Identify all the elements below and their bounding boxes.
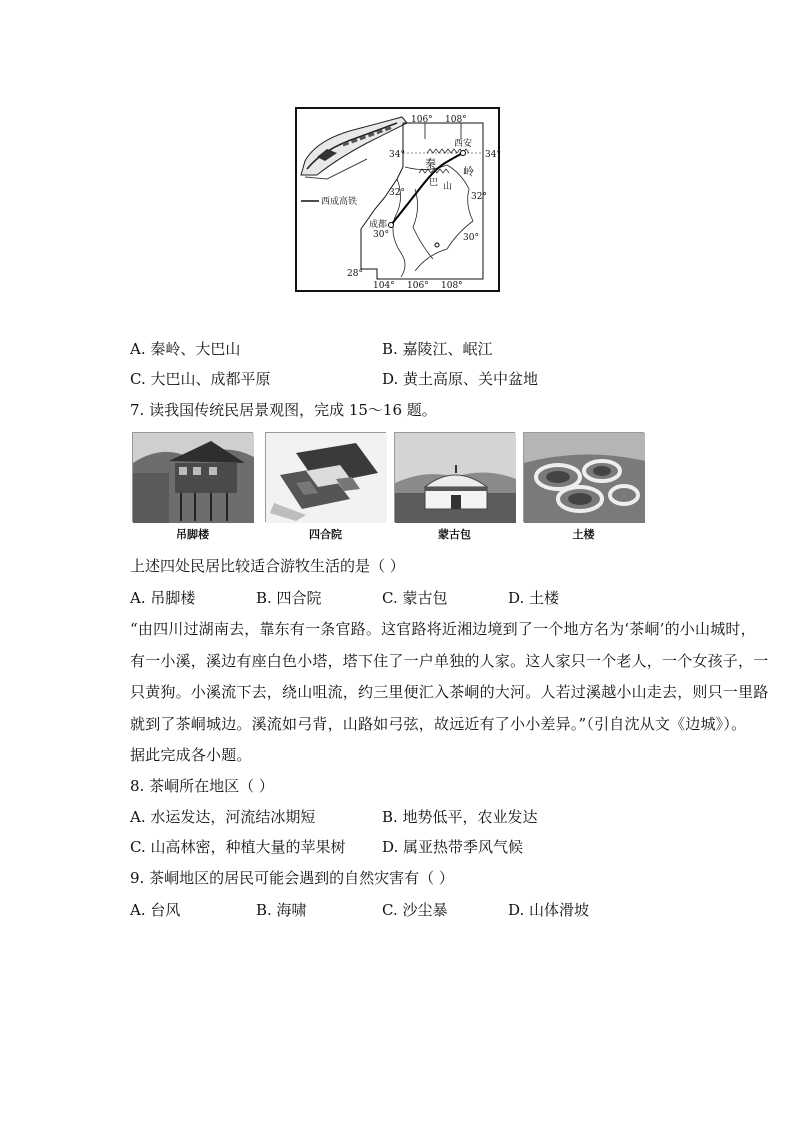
q8-stem: 8. 茶峒所在地区（ ） [130,777,274,795]
map-lon-bottom-1: 104° [373,281,395,291]
q7-option-c: C. 蒙古包 [382,589,448,607]
q7-option-b: B. 四合院 [256,589,322,607]
q6-option-c: C. 大巴山、成都平原 [130,370,271,388]
map-mountain-qin: 秦 [425,157,436,170]
q6-option-a: A. 秦岭、大巴山 [130,340,241,358]
map-lat-left-4: 28° [347,269,363,279]
passage-line-3: 只黄狗。小溪流下去，绕山咀流，约三里便汇入茶峒的大河。人若过溪越小山走去，则只一里路 [130,683,769,701]
map-mountain-ba: 巴 [429,178,439,188]
map-drawing [297,109,501,291]
map-lat-right-3: 30° [463,233,479,243]
q9-stem: 9. 茶峒地区的居民可能会遇到的自然灾害有（ ） [130,869,454,887]
q7-option-a: A. 吊脚楼 [130,589,196,607]
q9-option-b: B. 海啸 [256,901,307,919]
map-lat-left-2: 32° [389,188,405,198]
map-lon-top-2: 108° [445,115,467,125]
map-lat-left-1: 34° [389,150,405,160]
map-city-chengdu: 成都 [369,220,388,230]
passage-line-2: 有一小溪，溪边有座白色小塔，塔下住了一户单独的人家。这人家只一个老人，一个女孩子，一 [130,652,769,670]
photo-siheyuan [265,432,386,522]
map-legend: 西成高铁 [321,197,358,207]
caption-menggubao: 蒙古包 [438,528,471,541]
map-lon-bottom-3: 108° [441,281,463,291]
map-mountain-shan: 山 [443,182,453,192]
q7-option-d: D. 土楼 [508,589,560,607]
map-lat-right-2: 32° [471,192,487,202]
photo-menggubao [394,432,515,522]
passage-line-5: 据此完成各小题。 [130,746,252,764]
map-lon-top-1: 106° [411,115,433,125]
q7-question: 上述四处民居比较适合游牧生活的是（ ） [130,557,405,575]
q7-stem: 7. 读我国传统民居景观图，完成 15～16 题。 [130,401,437,419]
map-lat-right-1: 34° [485,150,501,160]
q9-option-d: D. 山体滑坡 [508,901,590,919]
map-lat-left-3: 30° [373,230,389,240]
passage-line-1: “由四川过湖南去，靠东有一条官路。这官路将近湘边境到了一个地方名为‘茶峒’的小山城时， [130,620,756,638]
high-speed-train-image [301,117,407,179]
caption-diaojiaolou: 吊脚楼 [176,528,209,541]
q6-option-b: B. 嘉陵江、岷江 [382,340,493,358]
photo-diaojiaolou [132,432,253,522]
photo-tulou [523,432,644,522]
map-lon-bottom-2: 106° [407,281,429,291]
caption-siheyuan: 四合院 [309,528,342,541]
xi-cheng-railway-map [295,107,500,292]
q8-option-c: C. 山高林密，种植大量的苹果树 [130,838,346,856]
caption-tulou: 土楼 [572,528,595,541]
map-city-xian: 西安 [454,139,473,149]
q8-option-b: B. 地势低平，农业发达 [382,808,538,826]
q6-option-d: D. 黄土高原、关中盆地 [382,370,539,388]
q8-option-d: D. 属亚热带季风气候 [382,838,524,856]
passage-line-4: 就到了茶峒城边。溪流如弓背，山路如弓弦，故远近有了小小差异。”（引自沈从文《边城》）。 [130,715,747,733]
q8-option-a: A. 水运发达，河流结冰期短 [130,808,316,826]
q9-option-a: A. 台风 [130,901,181,919]
map-mountain-ling: 岭 [463,165,474,178]
q9-option-c: C. 沙尘暴 [382,901,448,919]
